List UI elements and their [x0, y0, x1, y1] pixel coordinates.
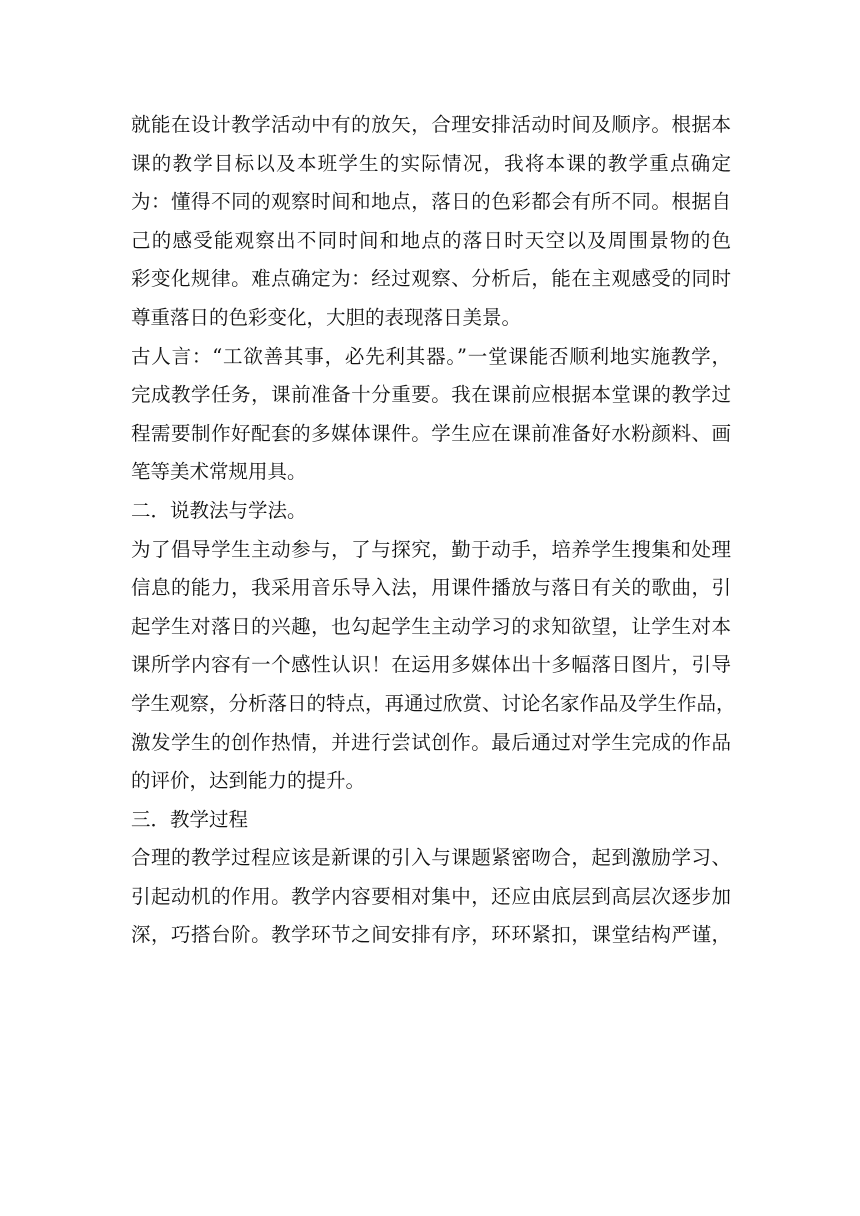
text-line: 为：懂得不同的观察时间和地点，落日的色彩都会有所不同。根据自: [131, 190, 731, 214]
text-line: 的评价，达到能力的提升。: [131, 769, 366, 793]
text-line: 三．教学过程: [131, 807, 249, 831]
text-line: 信息的能力，我采用音乐导入法，用课件播放与落日有关的歌曲，引: [131, 576, 731, 600]
text-line: 课所学内容有一个感性认识！在运用多媒体出十多幅落日图片，引导: [131, 653, 731, 677]
text-line: 课的教学目标以及本班学生的实际情况，我将本课的教学重点确定: [131, 151, 731, 175]
document-body: [131, 106, 736, 955]
text-line: 引起动机的作用。教学内容要相对集中，还应由底层到高层次逐步加: [131, 884, 731, 908]
text-line: 尊重落日的色彩变化，大胆的表现落日美景。: [131, 305, 522, 329]
text-line: 彩变化规律。难点确定为：经过观察、分析后，能在主观感受的同时: [131, 267, 731, 291]
text-line: 激发学生的创作热情，并进行尝试创作。最后通过对学生完成的作品: [131, 730, 731, 754]
text-line: 古人言：“工欲善其事，必先利其器。”一堂课能否顺利地实施教学，: [131, 344, 731, 368]
text-line: 为了倡导学生主动参与，了与探究，勤于动手，培养学生搜集和处理: [131, 537, 731, 561]
text-line: 深，巧搭台阶。教学环节之间安排有序，环环紧扣，课堂结构严谨，: [131, 923, 731, 947]
text-line: 合理的教学过程应该是新课的引入与课题紧密吻合，起到激励学习、: [131, 846, 731, 870]
text-line: 完成教学任务，课前准备十分重要。我在课前应根据本堂课的教学过: [131, 383, 731, 407]
text-line: 学生观察，分析落日的特点，再通过欣赏、讨论名家作品及学生作品，: [131, 691, 736, 715]
text-line: 二．说教法与学法。: [131, 498, 307, 522]
text-line: 己的感受能观察出不同时间和地点的落日时天空以及周围景物的色: [131, 228, 731, 252]
text-line: 笔等美术常规用具。: [131, 460, 307, 484]
text-line: 程需要制作好配套的多媒体课件。学生应在课前准备好水粉颜料、画: [131, 421, 731, 445]
text-line: 起学生对落日的兴趣，也勾起学生主动学习的求知欲望，让学生对本: [131, 614, 731, 638]
text-line: 就能在设计教学活动中有的放矢，合理安排活动时间及顺序。根据本: [131, 113, 731, 136]
